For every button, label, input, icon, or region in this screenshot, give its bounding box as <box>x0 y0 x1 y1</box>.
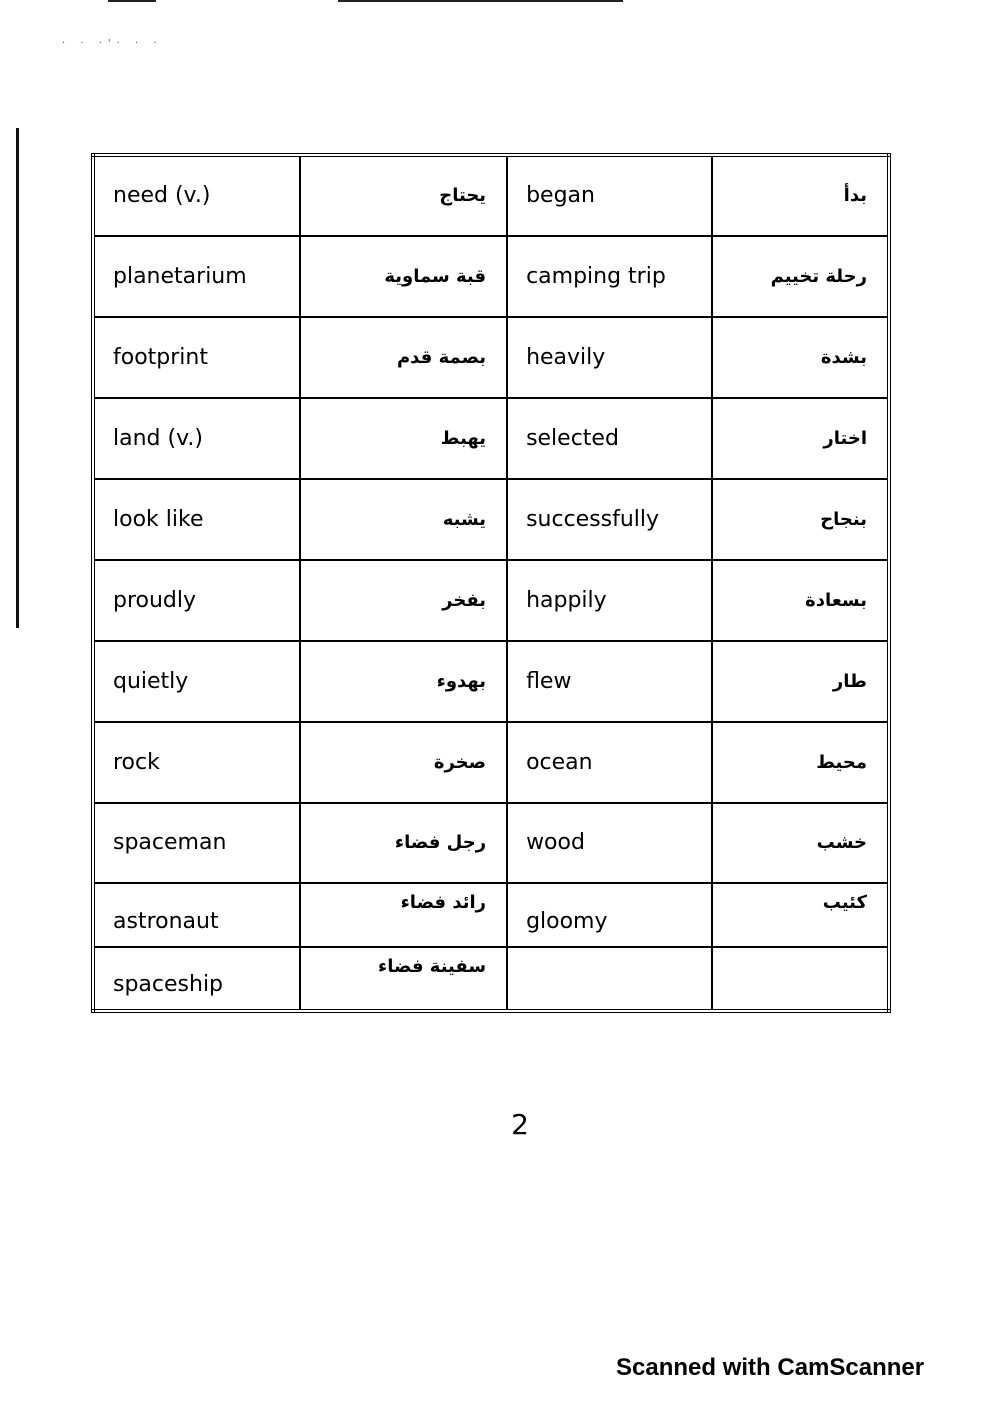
english-word <box>507 947 712 1011</box>
arabic-translation: بهدوء <box>300 641 507 722</box>
arabic-translation: محيط <box>712 722 889 803</box>
table-row <box>93 236 889 317</box>
arabic-translation: بدأ <box>712 155 889 236</box>
english-word: spaceman <box>93 803 300 884</box>
arabic-translation: طار <box>712 641 889 722</box>
table-row <box>93 722 889 803</box>
arabic-translation: بفخر <box>300 560 507 641</box>
arabic-translation: يشبه <box>300 479 507 560</box>
arabic-translation: صخرة <box>300 722 507 803</box>
scan-artifact-line <box>338 0 623 2</box>
arabic-translation: رحلة تخييم <box>712 236 889 317</box>
arabic-translation: يحتاج <box>300 155 507 236</box>
arabic-translation: يهبط <box>300 398 507 479</box>
arabic-translation: بنجاح <box>712 479 889 560</box>
page-number: 2 <box>511 1108 529 1141</box>
arabic-translation: خشب <box>712 803 889 884</box>
arabic-translation: بسعادة <box>712 560 889 641</box>
english-word: planetarium <box>93 236 300 317</box>
arabic-translation: قبة سماوية <box>300 236 507 317</box>
scanner-watermark: Scanned with CamScanner <box>616 1354 925 1381</box>
english-word: camping trip <box>507 236 712 317</box>
english-word: need (v.) <box>93 155 300 236</box>
english-word: wood <box>507 803 712 884</box>
english-word: look like <box>93 479 300 560</box>
english-word: land (v.) <box>93 398 300 479</box>
table-row <box>93 398 889 479</box>
english-word: quietly <box>93 641 300 722</box>
table-row <box>93 317 889 398</box>
table-row <box>93 560 889 641</box>
english-word: ocean <box>507 722 712 803</box>
table-row <box>93 155 889 236</box>
english-word: rock <box>93 722 300 803</box>
arabic-translation: بشدة <box>712 317 889 398</box>
english-word: successfully <box>507 479 712 560</box>
arabic-translation: رجل فضاء <box>300 803 507 884</box>
arabic-translation: رائد فضاء <box>300 883 507 947</box>
arabic-translation: بصمة قدم <box>300 317 507 398</box>
english-word: happily <box>507 560 712 641</box>
arabic-translation: اختار <box>712 398 889 479</box>
english-word: astronaut <box>93 883 300 947</box>
table-row <box>93 947 889 1011</box>
english-word: selected <box>507 398 712 479</box>
vocabulary-table <box>91 153 891 1013</box>
english-word: footprint <box>93 317 300 398</box>
english-word: proudly <box>93 560 300 641</box>
table-row <box>93 641 889 722</box>
english-word: spaceship <box>93 947 300 1011</box>
arabic-translation: كئيب <box>712 883 889 947</box>
table-row <box>93 479 889 560</box>
table-row <box>93 803 889 884</box>
table-row <box>93 883 889 947</box>
arabic-translation: سفينة فضاء <box>300 947 507 1011</box>
english-word: heavily <box>507 317 712 398</box>
english-word: gloomy <box>507 883 712 947</box>
scan-artifact-line <box>108 0 156 2</box>
scan-specks: · · ·'· · · <box>62 38 163 49</box>
english-word: began <box>507 155 712 236</box>
english-word: flew <box>507 641 712 722</box>
scan-edge-shadow <box>16 128 19 628</box>
arabic-translation <box>712 947 889 1011</box>
